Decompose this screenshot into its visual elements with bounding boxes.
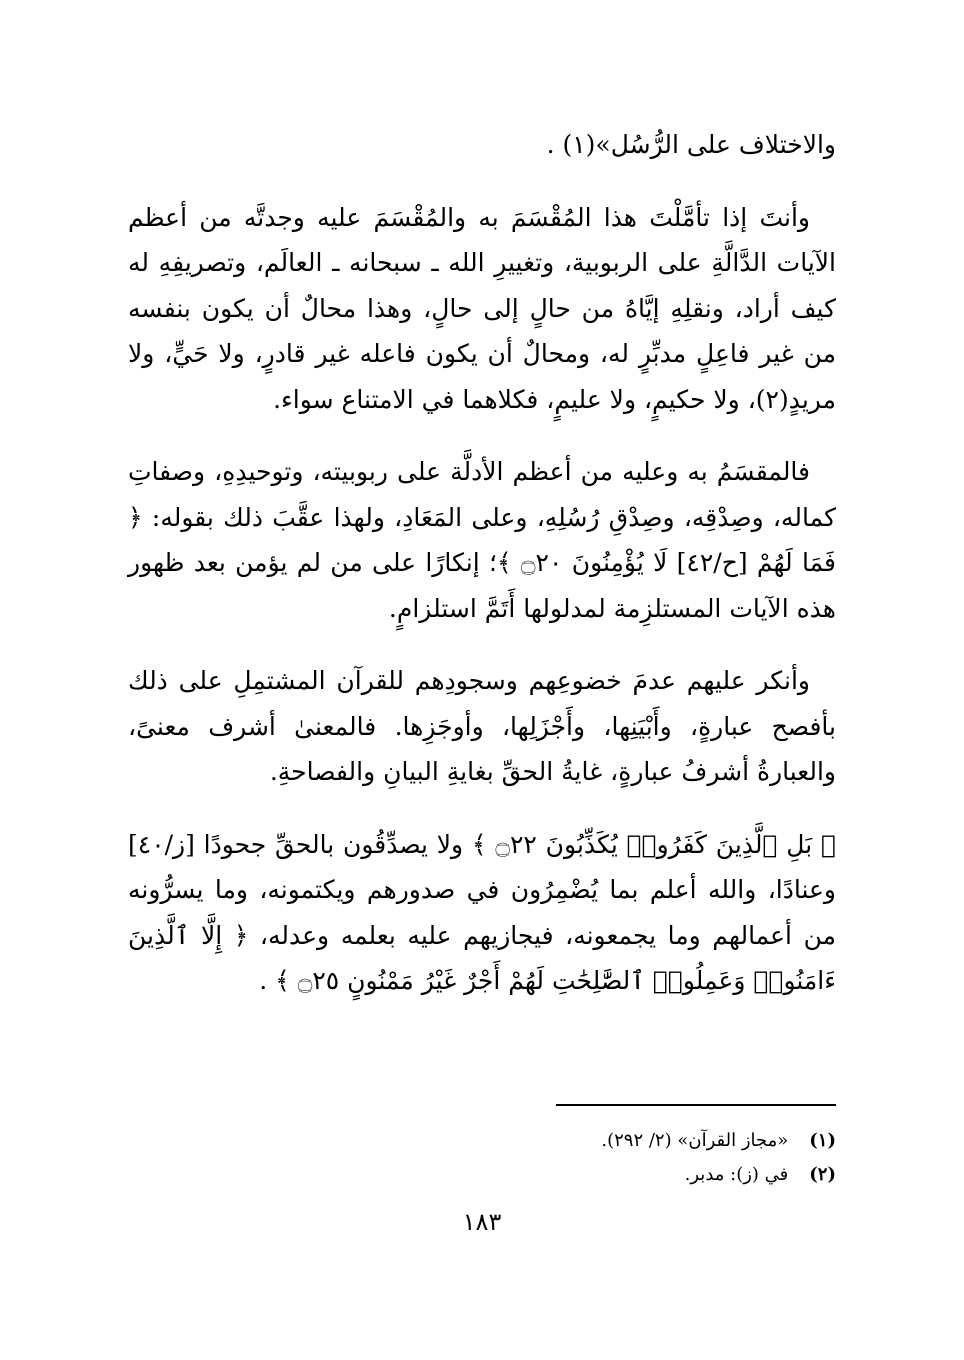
footnote-text: «مجاز القرآن» (٢/ ٢٩٢). — [601, 1130, 789, 1151]
footnote-text: في (ز): مدبر. — [684, 1164, 789, 1185]
paragraph-1: والاختلاف على الرُّسُل»(١) . — [546, 130, 836, 159]
footnote-1 — [500, 1124, 836, 1158]
footnote-separator — [556, 1104, 836, 1106]
paragraph-spacer — [128, 168, 836, 195]
paragraph-5: ﴿ بَلِ ٱلَّذِينَ كَفَرُوا۟ يُكَذِّبُونَ ۝٢٢ ﴾ ولا يصدِّقُون بالحقِّ جحودًا [ز/٤٠] وعنادًا، والله أعلم بما يُضْمِرُون في صدورهم ويكتمونه، وما يسرُّونه من أعمالهم وما يجمعونه، فيجازيهم عليه بعلمه وعدله، ﴿ إِلَّا ٱلَّذِينَ ءَامَنُوا۟ وَعَمِلُوا۟ ٱلصَّٰلِحَٰتِ لَهُمْ أَجْرٌ غَيْرُ مَمْنُونٍ ۝٢٥ ﴾ . — [128, 829, 836, 995]
footnote-2 — [500, 1158, 836, 1192]
paragraph-spacer — [128, 795, 836, 822]
paragraph-2: وأنتَ إذا تأمَّلْتَ هذا المُقْسَمَ به والمُقْسَمَ عليه وجدتَّه من أعظم الآيات الدَّالَّةِ على الربوبية، وتغييرِ الله ـ سبحانه ـ العالَم، وتصريفِهِ له كيف أراد، ونقلِهِ إيَّاهُ من حالٍ إلى حالٍ، وهذا محالٌ أن يكون بنفسه من غير فاعِلٍ مدبِّرٍ له، ومحالٌ أن يكون فاعله غير قادرٍ، ولا حَيٍّ، ولا مريدٍ(٢)، ولا حكيمٍ، ولا عليمٍ، فكلاهما في الامتناع سواء. — [128, 202, 836, 414]
paragraph-spacer — [128, 631, 836, 658]
paragraph-spacer — [128, 422, 836, 449]
footnotes — [500, 1124, 836, 1192]
main-text — [128, 122, 836, 1004]
paragraph-4: وأنكر عليهم عدمَ خضوعِهم وسجودِهم للقرآن المشتمِلِ على ذلك بأفصح عبارةٍ، وأَبْيَنِها، وأَجْزَلِها، وأوجَزِها. فالمعنىٰ أشرف معنىً، والعبارةُ أشرفُ عبارةٍ، غايةُ الحقِّ بغايةِ البيانِ والفصاحةِ. — [128, 666, 836, 786]
page-number: ١٨٣ — [462, 1208, 502, 1236]
paragraph-3: فالمقسَمُ به وعليه من أعظم الأدلَّة على ربوبيته، وتوحيدِهِ، وصفاتِ كماله، وصِدْقِه، وصِدْقِ رُسُلِهِ، وعلى المَعَادِ، ولهذا عقَّبَ ذلك بقوله: ﴿ فَمَا لَهُمْ [ح/٤٢] لَا يُؤْمِنُونَ ۝٢٠ ﴾؛ إنكارًا على من لم يؤمن بعد ظهور هذه الآيات المستلزِمة لمدلولها أَتَمَّ استلزامٍ. — [128, 457, 836, 623]
footnote-number: (١) — [809, 1130, 836, 1151]
footnote-number: (٢) — [809, 1164, 836, 1185]
